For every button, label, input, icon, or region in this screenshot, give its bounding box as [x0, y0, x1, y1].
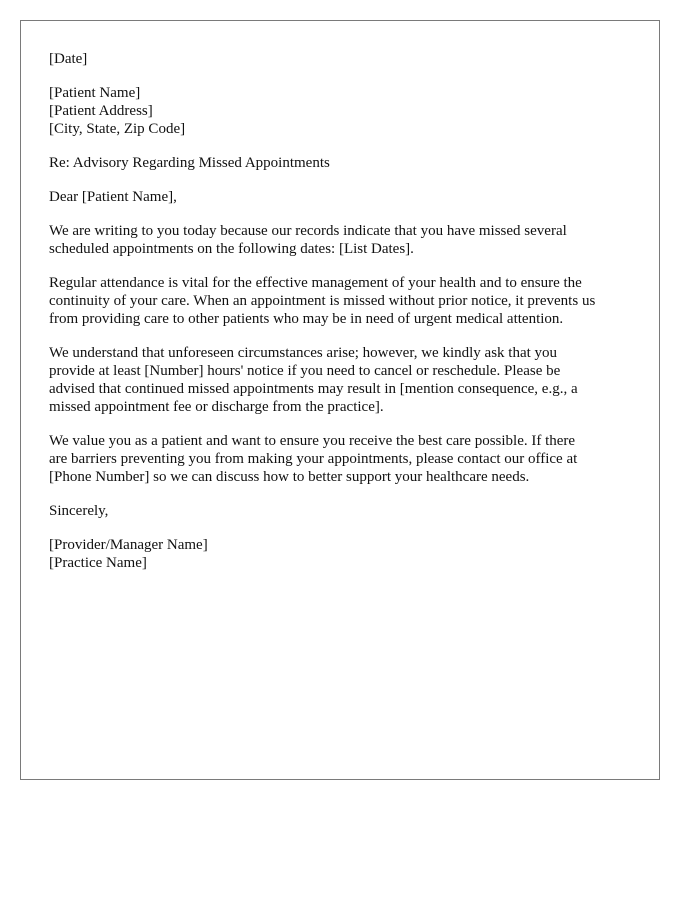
- paragraph-missed-dates: [49, 222, 631, 258]
- paragraph-line: from providing care to other patients who may be in need of urgent medical attention.: [49, 311, 564, 327]
- paragraph-line: are barriers preventing you from making your appointments, please contact our office at: [49, 451, 578, 467]
- subject-text: Re: Advisory Regarding Missed Appointments: [49, 155, 330, 171]
- signature-practice: [Practice Name]: [49, 555, 147, 571]
- paragraph-line: advised that continued missed appointments may result in [mention consequence, e.g., a: [49, 381, 578, 397]
- letter-page: [20, 20, 660, 780]
- date-text: [Date]: [49, 51, 88, 67]
- paragraph-line: scheduled appointments on the following dates: [List Dates].: [49, 241, 414, 257]
- paragraph-line: We understand that unforeseen circumstances arise; however, we kindly ask that you: [49, 345, 558, 361]
- salutation-text: Dear [Patient Name],: [49, 189, 177, 205]
- paragraph-notice-policy: [49, 344, 631, 416]
- paragraph-support: [49, 432, 631, 486]
- recipient-name: [Patient Name]: [49, 85, 141, 101]
- recipient-address-block: [49, 84, 631, 138]
- subject-line: [49, 154, 631, 172]
- paragraph-attendance: [49, 274, 631, 328]
- paragraph-line: We are writing to you today because our records indicate that you have missed several: [49, 223, 567, 239]
- paragraph-line: provide at least [Number] hours' notice if you need to cancel or reschedule. Please be: [49, 363, 561, 379]
- closing: [49, 502, 631, 520]
- paragraph-line: Regular attendance is vital for the effective management of your health and to ensure the: [49, 275, 582, 291]
- paragraph-line: continuity of your care. When an appointment is missed without prior notice, it prevents us: [49, 293, 596, 309]
- paragraph-line: We value you as a patient and want to ensure you receive the best care possible. If there: [49, 433, 576, 449]
- recipient-city-state-zip: [City, State, Zip Code]: [49, 121, 186, 137]
- paragraph-line: missed appointment fee or discharge from the practice].: [49, 399, 384, 415]
- paragraph-line: [Phone Number] so we can discuss how to better support your healthcare needs.: [49, 469, 530, 485]
- closing-text: Sincerely,: [49, 503, 109, 519]
- salutation: [49, 188, 631, 206]
- recipient-address: [Patient Address]: [49, 103, 153, 119]
- signature-name: [Provider/Manager Name]: [49, 537, 208, 553]
- letter-date: [49, 50, 631, 68]
- signature-block: [49, 536, 631, 572]
